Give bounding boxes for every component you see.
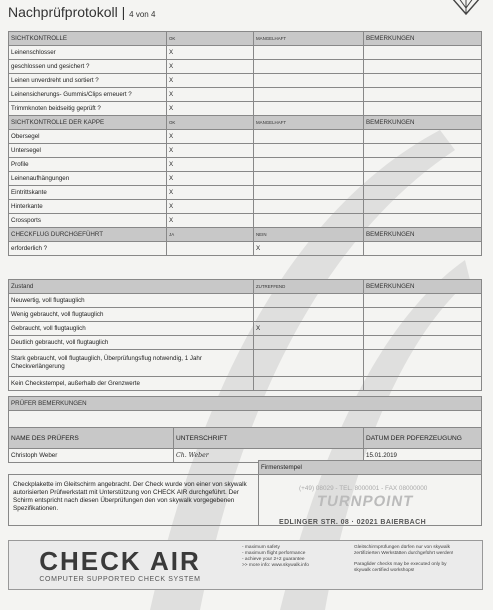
feature-line: >> more info: www.skywalk.info	[242, 563, 309, 568]
col-header: BEMERKUNGEN	[364, 32, 482, 46]
table-row	[9, 88, 482, 102]
bemerkung-cell	[364, 242, 482, 256]
ok-mark: X	[167, 88, 254, 102]
table-row	[9, 60, 482, 74]
ok-mark: X	[167, 130, 254, 144]
row-label: Obersegel	[9, 130, 167, 144]
col-header: BEMERKUNGEN	[364, 228, 482, 242]
ok-mark: X	[167, 74, 254, 88]
ok-mark: X	[167, 144, 254, 158]
row-label: Kein Checkstempel, außerhalb der Grenzwerte	[9, 377, 254, 391]
row-label: Neuwertig, voll flugtauglich	[9, 294, 254, 308]
row-label: Leinen unverdreht und sortiert ?	[9, 74, 167, 88]
title-text: Nachprüfprotokoll	[8, 4, 118, 20]
mangelhaft-cell	[254, 200, 364, 214]
zutreffend-mark: X	[254, 322, 364, 336]
ok-mark: X	[167, 60, 254, 74]
mangelhaft-cell	[254, 74, 364, 88]
bemerkung-cell	[364, 144, 482, 158]
col-header: SICHTKONTROLLE DER KAPPE	[9, 116, 167, 130]
table-row	[9, 294, 482, 308]
mangelhaft-cell	[254, 88, 364, 102]
col-header: MANGELHAFT	[254, 32, 364, 46]
ok-mark: X	[167, 172, 254, 186]
table-row	[9, 242, 482, 256]
mangelhaft-cell	[254, 46, 364, 60]
col-header: JA	[167, 228, 254, 242]
col-header: OK	[167, 116, 254, 130]
zustand-header	[9, 280, 482, 294]
row-label: Crossports	[9, 214, 167, 228]
skywalk-corner-logo-icon	[443, 0, 489, 16]
bemerkung-cell	[364, 60, 482, 74]
bemerkung-cell	[364, 130, 482, 144]
bemerkung-cell	[364, 214, 482, 228]
annotation-row	[9, 475, 482, 526]
col-header: ZUTREFFEND	[254, 280, 364, 294]
footer-features	[242, 545, 309, 569]
row-label: geschlossen und gesichert ?	[9, 60, 167, 74]
notice-line: zertifizierten Werkstätten durchgeführt werden!	[354, 551, 454, 556]
stamp-address: EDLINGER STR. 08 · 02021 BAIERBACH	[279, 519, 427, 526]
col-header: BEMERKUNGEN	[364, 116, 482, 130]
row-label: Eintrittskante	[9, 186, 167, 200]
col-header: NAME DES PRÜFERS	[9, 428, 174, 449]
table-row	[9, 350, 482, 377]
kappe-header	[9, 116, 482, 130]
row-label: Stark gebraucht, voll flugtauglich, Überprüfungsflug notwendig, 1 Jahr Checkverlängerung	[9, 350, 254, 377]
stamp-phone: (+49) 08029 - TEL. 8000001 - FAX 08000000	[299, 485, 428, 492]
company-stamp	[259, 475, 482, 526]
pruefer-name: Christoph Weber	[9, 449, 174, 463]
pruefer-bemerkungen-row	[9, 411, 482, 428]
zustand-table	[8, 279, 482, 391]
mangelhaft-cell	[254, 158, 364, 172]
zutreffend-mark	[254, 350, 364, 377]
mangelhaft-cell	[254, 130, 364, 144]
title-separator: |	[121, 4, 126, 20]
bemerkung-cell	[364, 88, 482, 102]
bemerkung-cell	[364, 350, 482, 377]
mangelhaft-cell	[254, 144, 364, 158]
table-row	[9, 377, 482, 391]
bemerkung-cell	[364, 102, 482, 116]
zutreffend-mark	[254, 377, 364, 391]
bemerkung-cell	[364, 200, 482, 214]
row-label: Leinenschlosser	[9, 46, 167, 60]
ok-mark: X	[167, 46, 254, 60]
ok-mark: X	[167, 186, 254, 200]
bemerkung-cell	[364, 294, 482, 308]
zutreffend-mark	[254, 294, 364, 308]
pruefer-table	[8, 396, 482, 463]
row-label: Deutlich gebraucht, voll flugtauglich	[9, 336, 254, 350]
bemerkung-cell	[364, 377, 482, 391]
row-label: Wenig gebraucht, voll flugtauglich	[9, 308, 254, 322]
bemerkung-cell	[364, 172, 482, 186]
bemerkung-cell	[364, 322, 482, 336]
ok-mark: X	[167, 158, 254, 172]
page-title	[8, 4, 155, 20]
col-header: OK	[167, 32, 254, 46]
col-header: DATUM DER PDFERZEUGUNG	[364, 428, 482, 449]
bemerkung-cell	[364, 158, 482, 172]
row-label: Hinterkante	[9, 200, 167, 214]
notice-line: Gleitschirmprüfungen dürfen nur von skywalk	[354, 545, 450, 550]
mangelhaft-cell	[254, 60, 364, 74]
bemerkung-cell	[364, 308, 482, 322]
table-row	[9, 158, 482, 172]
feature-line: - achieve your 2+2 guarantee	[242, 557, 305, 562]
col-header: Zustand	[9, 280, 254, 294]
signature: Ch. Weber	[174, 449, 364, 463]
bemerkung-cell	[364, 74, 482, 88]
checkflug-header	[9, 228, 482, 242]
table-row	[9, 200, 482, 214]
firmenstempel-header-row	[9, 461, 482, 475]
annotation-text: Checkplakette im Gleitschirm angebracht. Der Check wurde von einer von skywalk autorisierten Prüfwerkstatt mit Unterstützung von CHECK AIR durchgeführt. Der Schirm entspricht nach diesen Überprüfungen den von skywalk vorgegebenen Spezifikationen.	[9, 475, 259, 526]
pruefer-header	[9, 428, 482, 449]
row-label: Untersegel	[9, 144, 167, 158]
sichtkontrolle-header	[9, 32, 482, 46]
page-number: 4 von 4	[129, 10, 156, 19]
footer-notice	[354, 545, 453, 574]
mangelhaft-cell	[254, 186, 364, 200]
notice-line: skywalk certified workshops!	[354, 568, 415, 573]
row-label: Profile	[9, 158, 167, 172]
table-row	[9, 308, 482, 322]
ok-mark: X	[167, 214, 254, 228]
ja-cell	[167, 242, 254, 256]
feature-line: - maximum flight performance	[242, 551, 306, 556]
bemerkung-cell	[364, 336, 482, 350]
table-row	[9, 186, 482, 200]
bemerkung-cell	[364, 46, 482, 60]
checkair-logo	[19, 544, 221, 584]
logo-sub: COMPUTER SUPPORTED CHECK SYSTEM	[39, 576, 201, 583]
feature-line: - maximum safety	[242, 545, 280, 550]
ok-mark: X	[167, 200, 254, 214]
col-header: Firmenstempel	[259, 461, 482, 475]
table-row	[9, 322, 482, 336]
pruefer-bemerkungen-cell	[9, 411, 482, 428]
nein-mark: X	[254, 242, 364, 256]
col-header: NEIN	[254, 228, 364, 242]
table-row	[9, 214, 482, 228]
row-label: Leinenaufhängungen	[9, 172, 167, 186]
spacer-cell	[9, 461, 259, 475]
col-header: CHECKFLUG DURCHGEFÜHRT	[9, 228, 167, 242]
inspection-table	[8, 31, 482, 256]
table-row	[9, 336, 482, 350]
zutreffend-mark	[254, 308, 364, 322]
col-header: BEMERKUNGEN	[364, 280, 482, 294]
col-header: SICHTKONTROLLE	[9, 32, 167, 46]
row-label: erforderlich ?	[9, 242, 167, 256]
table-row	[9, 130, 482, 144]
row-label: Trimmknoten beidseitig geprüft ?	[9, 102, 167, 116]
col-header: PRÜFER BEMERKUNGEN	[9, 397, 482, 411]
annotation-table	[8, 460, 482, 526]
row-label: Gebraucht, voll flugtauglich	[9, 322, 254, 336]
mangelhaft-cell	[254, 172, 364, 186]
mangelhaft-cell	[254, 102, 364, 116]
ok-mark: X	[167, 102, 254, 116]
table-row	[9, 46, 482, 60]
pruefer-bemerkungen-header	[9, 397, 482, 411]
stamp-logo: TURNPOINT	[315, 493, 415, 510]
table-row	[9, 172, 482, 186]
col-header: MANGELHAFT	[254, 116, 364, 130]
table-row	[9, 102, 482, 116]
pruefer-datum: 15.01.2019	[364, 449, 482, 463]
zutreffend-mark	[254, 336, 364, 350]
col-header: UNTERSCHRIFT	[174, 428, 364, 449]
mangelhaft-cell	[254, 214, 364, 228]
row-label: Leinensicherungs- Gummis/Clips erneuert ?	[9, 88, 167, 102]
table-row	[9, 74, 482, 88]
bemerkung-cell	[364, 186, 482, 200]
table-row	[9, 144, 482, 158]
checkair-footer	[8, 540, 483, 590]
notice-line: Paraglider checks may be executed only by	[354, 562, 447, 567]
logo-main: CHECK AIR	[39, 546, 201, 576]
